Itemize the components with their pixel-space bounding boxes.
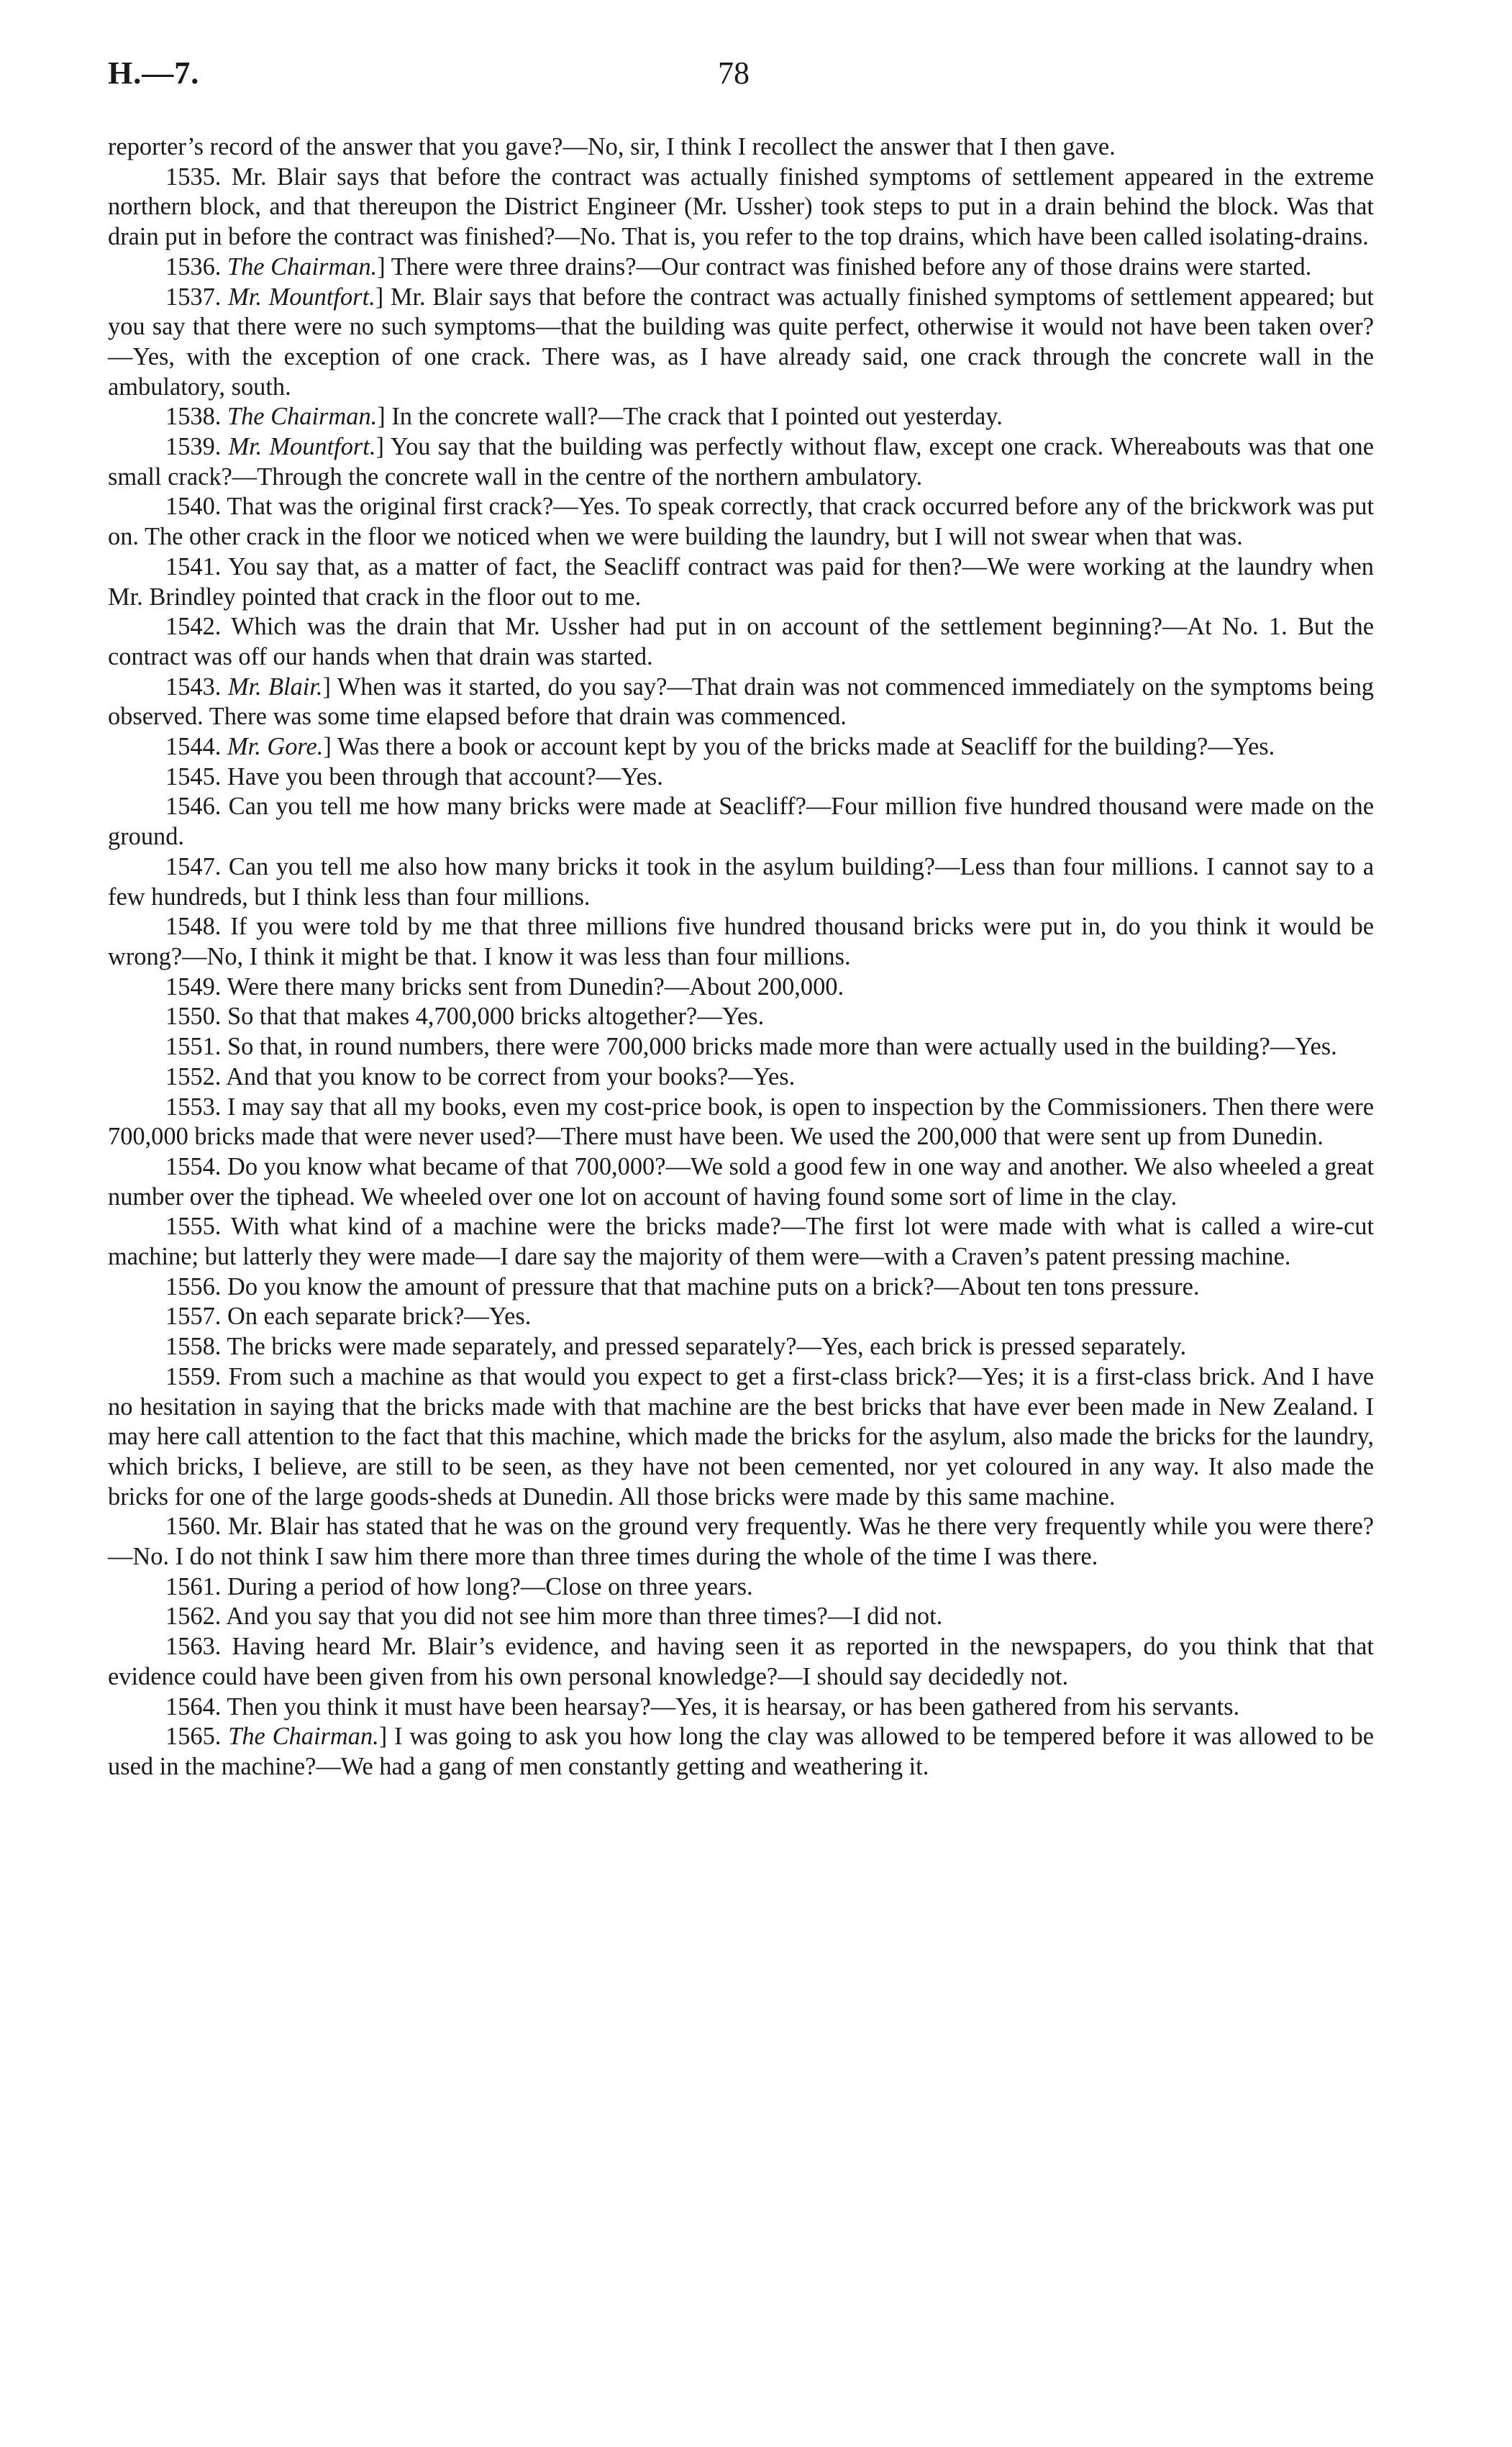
speaker-name: The Chairman. <box>228 1723 379 1751</box>
question-number: 1554. <box>165 1152 228 1180</box>
paragraph <box>108 612 1374 672</box>
paragraph-text: So that that makes 4,700,000 bricks altogether?—Yes. <box>227 1003 765 1031</box>
question-number: 1559. <box>165 1362 229 1390</box>
paragraph <box>108 1332 1374 1362</box>
paragraph-text: Which was the drain that Mr. Ussher had put in on account of the settlement beginning?—At No. 1. But the contract was off our hands when that drain was started. <box>108 613 1374 670</box>
paragraph <box>108 402 1374 432</box>
question-number: 1563. <box>165 1633 232 1661</box>
speaker-name: Mr. Blair. <box>227 673 323 701</box>
paragraph <box>108 552 1374 612</box>
question-number: 1552. <box>165 1062 227 1090</box>
paragraph-text: With what kind of a machine were the bricks made?—The first lot were made with what is called a wire-cut machine; but latterly they were made—I dare say the majority of them were—with a Craven’s patent pressing machine. <box>108 1213 1375 1271</box>
question-number: 1536. <box>165 252 227 281</box>
paragraph-text: ] When was it started, do you say?—That drain was not commenced immediately on the symptoms being observed. There was some time elapsed before that drain was commenced. <box>108 673 1375 731</box>
question-number: 1555. <box>165 1213 231 1241</box>
paragraph-text: ] You say that the building was perfectly without flaw, except one crack. Whereabouts was that one small crack?—Through the concrete wall in the centre of the northern ambulatory. <box>108 433 1374 491</box>
paragraph-text: ] In the concrete wall?—The crack that I pointed out yesterday. <box>377 403 1003 431</box>
question-number: 1542. <box>165 613 232 641</box>
paragraph-text: That was the original first crack?—Yes. To speak correctly, that crack occurred before any of the brickwork was put on. The other crack in the floor we noticed when we were building the laundry, but I will not swear when that was. <box>108 493 1375 551</box>
paragraph-text: Can you tell me how many bricks were made at Seacliff?—Four million five hundred thousand were made on the ground. <box>108 793 1374 851</box>
question-number: 1544. <box>165 733 227 761</box>
paragraph <box>108 1212 1374 1272</box>
paragraph-text: On each separate brick?—Yes. <box>227 1303 532 1331</box>
question-number: 1537. <box>165 283 229 311</box>
speaker-name: Mr. Mountfort. <box>228 433 376 461</box>
paragraph <box>108 1602 1374 1632</box>
paragraph <box>108 492 1374 552</box>
paragraph-text: reporter’s record of the answer that you gave?—No, sir, I think I recollect the answer that I then gave. <box>108 133 1116 160</box>
paragraph <box>108 972 1374 1003</box>
question-number: 1551. <box>165 1033 227 1061</box>
paragraph-text: Mr. Blair has stated that he was on the ground very frequently. Was he there very frequently while you were there?—No. I do not think I saw him there more than three times during the whole of the time I was there. <box>108 1513 1374 1571</box>
question-number: 1560. <box>165 1513 228 1541</box>
question-number: 1541. <box>165 552 228 580</box>
paragraph-text: Do you know the amount of pressure that that machine puts on a brick?—About ten tons pressure. <box>227 1272 1200 1300</box>
paragraph <box>108 163 1374 252</box>
paragraph <box>108 1002 1374 1032</box>
question-number: 1553. <box>165 1093 228 1121</box>
question-number: 1547. <box>165 852 229 880</box>
paragraph <box>108 762 1374 793</box>
question-number: 1550. <box>165 1003 227 1031</box>
speaker-name: Mr. Mountfort. <box>228 283 375 311</box>
paragraph-text: And you say that you did not see him more than three times?—I did not. <box>226 1603 943 1631</box>
paragraph <box>108 1632 1374 1692</box>
paragraph-text: So that, in round numbers, there were 700,000 bricks made more than were actually used in the building?—Yes. <box>227 1033 1337 1061</box>
paragraph <box>108 792 1374 852</box>
speaker-name: Mr. Gore. <box>227 733 324 761</box>
paragraph-text: If you were told by me that three millions five hundred thousand bricks were put in, do you think it would be wrong?—No, I think it might be that. I know it was less than four millions. <box>108 913 1374 970</box>
paragraph-text: Do you know what became of that 700,000?—We sold a good few in one way and another. We also wheeled a great number over the tiphead. We wheeled over one lot on account of having found some sort of lime in the clay. <box>108 1152 1374 1211</box>
question-number: 1562. <box>165 1603 227 1631</box>
paragraph-text: And that you know to be correct from your books?—Yes. <box>226 1062 796 1090</box>
paragraph <box>108 1692 1374 1723</box>
question-number: 1564. <box>165 1692 227 1721</box>
paragraph <box>108 132 1374 163</box>
question-number: 1561. <box>165 1572 227 1600</box>
paragraph-text: Having heard Mr. Blair’s evidence, and having seen it as reported in the newspapers, do you think that that evidence could have been given from his own personal knowledge?—I should say decidedly not. <box>108 1633 1374 1690</box>
paragraph <box>108 673 1374 732</box>
question-number: 1535. <box>165 163 232 191</box>
paragraph-text: ] There were three drains?—Our contract was finished before any of those drains were started. <box>377 252 1312 281</box>
question-number: 1546. <box>165 793 229 821</box>
paragraph-text: Then you think it must have been hearsay?—Yes, it is hearsay, or has been gathered from his servants. <box>227 1692 1240 1721</box>
question-number: 1549. <box>165 972 227 1001</box>
speaker-name: The Chairman. <box>227 403 378 431</box>
question-number: 1558. <box>165 1333 227 1361</box>
paragraph <box>108 1032 1374 1062</box>
question-number: 1548. <box>165 913 231 941</box>
paragraph <box>108 1572 1374 1603</box>
paragraph <box>108 1062 1374 1093</box>
paragraph-text: ] Was there a book or account kept by you of the bricks made at Seacliff for the building?—Yes. <box>323 733 1275 761</box>
paragraph <box>108 912 1374 972</box>
paragraph <box>108 852 1374 912</box>
paragraph <box>108 1272 1374 1303</box>
paragraph <box>108 432 1374 492</box>
paragraph-text: ] Mr. Blair says that before the contract was actually finished symptoms of settlement appeared; but you say that there were no such symptoms—that the building was quite perfect, otherwise it would not have been taken over?—Yes, with the exception of one crack. There was, as I have already said, one crack through the concrete wall in the ambulatory, south. <box>108 283 1374 401</box>
question-number: 1556. <box>165 1272 227 1300</box>
question-number: 1557. <box>165 1303 227 1331</box>
paragraph <box>108 1302 1374 1332</box>
speaker-name: The Chairman. <box>227 252 378 281</box>
paragraph-text: Have you been through that account?—Yes. <box>227 762 663 790</box>
paragraph <box>108 1722 1374 1782</box>
question-number: 1545. <box>165 762 227 790</box>
question-number: 1543. <box>165 673 228 701</box>
paragraph <box>108 1512 1374 1572</box>
page-number: 78 <box>718 55 750 91</box>
paragraph-text: The bricks were made separately, and pressed separately?—Yes, each brick is pressed separately. <box>227 1333 1187 1361</box>
paragraph-text: Can you tell me also how many bricks it took in the asylum building?—Less than four millions. I cannot say to a few hundreds, but I think less than four millions. <box>108 852 1374 911</box>
paragraph-text: Were there many bricks sent from Dunedin?—About 200,000. <box>227 972 844 1001</box>
evidence-body <box>108 132 1374 1782</box>
paragraph <box>108 252 1374 283</box>
paragraph <box>108 1093 1374 1152</box>
question-number: 1540. <box>165 493 227 521</box>
paragraph-text: During a period of how long?—Close on three years. <box>227 1572 753 1600</box>
paragraph <box>108 1152 1374 1212</box>
paragraph-text: You say that, as a matter of fact, the Seacliff contract was paid for then?—We were working at the laundry when Mr. Brindley pointed that crack in the floor out to me. <box>108 552 1375 611</box>
question-number: 1538. <box>165 403 227 431</box>
paragraph-text: ] I was going to ask you how long the clay was allowed to be tempered before it was allowed to be used in the machine?—We had a gang of men constantly getting and weathering it. <box>108 1723 1375 1780</box>
paragraph <box>108 732 1374 762</box>
report-reference: H.—7. <box>108 55 200 91</box>
paragraph <box>108 283 1374 403</box>
paragraph-text: From such a machine as that would you expect to get a first-class brick?—Yes; it is a first-class brick. And I have no hesitation in saying that the bricks made with that machine are the best bricks that have ever been made in New Zealand. I may here call attention to the fact that this machine, which made the bricks for the asylum, also made the bricks for the laundry, which bricks, I believe, are still to be seen, as they have not been cemented, nor yet coloured in any way. It also made the bricks for one of the large goods-sheds at Dunedin. All those bricks were made by this same machine. <box>108 1362 1374 1510</box>
paragraph-text: I may say that all my books, even my cost-price book, is open to inspection by the Commissioners. Then there were 700,000 bricks made that were never used?—There must have been. We used the 200,000 that were sent up from Dunedin. <box>108 1093 1375 1151</box>
paragraph-text: Mr. Blair says that before the contract was actually finished symptoms of settlement appeared in the extreme northern block, and that thereupon the District Engineer (Mr. Ussher) took steps to put in a drain behind the block. Was that drain put in before the contract was finished?—No. That is, you refer to the top drains, which have been called isolating-drains. <box>108 163 1374 251</box>
question-number: 1565. <box>165 1723 229 1751</box>
question-number: 1539. <box>165 433 229 461</box>
paragraph <box>108 1362 1374 1513</box>
